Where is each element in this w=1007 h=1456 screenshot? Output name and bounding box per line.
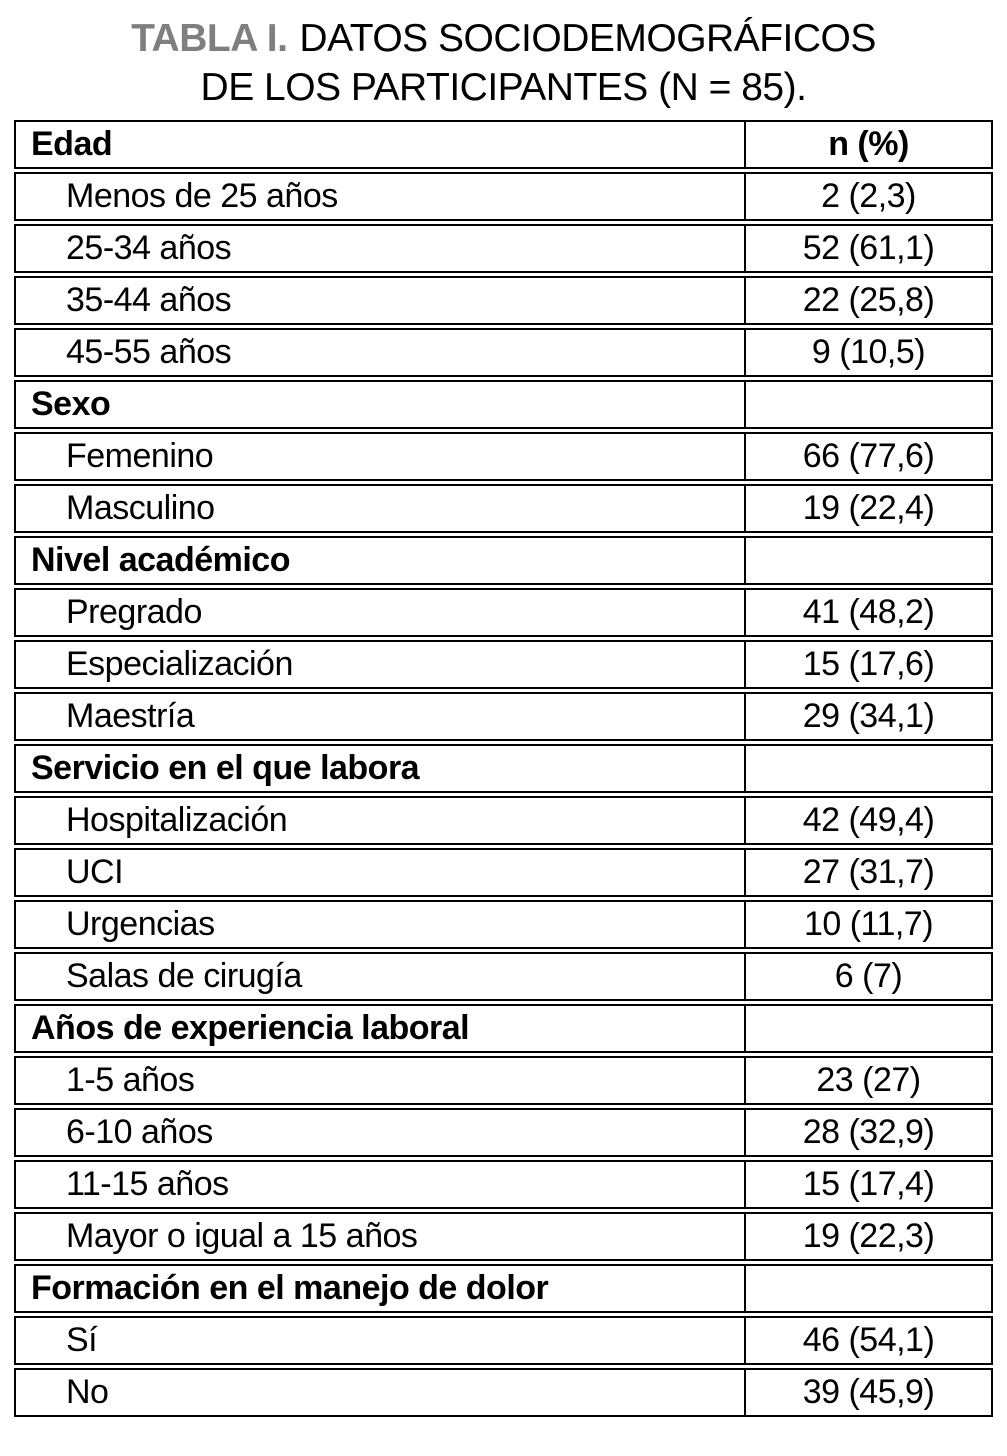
row-label-cell: [16, 1214, 744, 1259]
row-label-cell: [16, 590, 744, 635]
table-row-section: [14, 1004, 993, 1053]
caption-text-line-2: DE LOS PARTICIPANTES (N = 85).: [200, 66, 807, 109]
row-label-cell: [16, 330, 744, 375]
table-row-header: [14, 120, 993, 169]
row-value: 46 (54,1): [802, 1321, 935, 1359]
row-value-cell: [744, 954, 991, 999]
table-row-item: [14, 1368, 993, 1417]
row-item-label: 25-34 años: [66, 229, 232, 267]
row-value-cell: [744, 538, 991, 583]
table-caption: [0, 14, 1007, 112]
row-label-cell: [16, 1110, 744, 1155]
caption-text-line-1: DATOS SOCIODEMOGRÁFICOS: [299, 17, 876, 60]
row-value-cell: [744, 174, 991, 219]
table-row-item: [14, 692, 993, 741]
row-value-cell: [744, 746, 991, 791]
row-item-label: Masculino: [66, 489, 215, 527]
table-row-item: [14, 328, 993, 377]
row-label-cell: [16, 434, 744, 479]
row-label-cell: [16, 1162, 744, 1207]
row-label-cell: [16, 226, 744, 271]
row-value-cell: [744, 434, 991, 479]
row-value-cell: [744, 278, 991, 323]
row-value: 2 (2,3): [821, 177, 916, 215]
table-row-section: [14, 536, 993, 585]
row-value-cell: [744, 1214, 991, 1259]
table-row-item: [14, 1212, 993, 1261]
row-item-label: Hospitalización: [66, 801, 288, 839]
row-value-cell: [744, 1162, 991, 1207]
sociodemographic-table: [14, 120, 993, 1417]
row-label-cell: [16, 486, 744, 531]
row-item-label: Mayor o igual a 15 años: [66, 1217, 418, 1255]
row-value: 15 (17,6): [802, 645, 935, 683]
row-value-cell: [744, 902, 991, 947]
row-value: 19 (22,4): [802, 489, 935, 527]
row-value-cell: [744, 642, 991, 687]
table-row-item: [14, 432, 993, 481]
row-item-label: Femenino: [66, 437, 214, 475]
row-value-cell: [744, 590, 991, 635]
table-row-item: [14, 1056, 993, 1105]
table-row-item: [14, 172, 993, 221]
row-value: 66 (77,6): [802, 437, 935, 475]
row-label-cell: [16, 1266, 744, 1311]
row-value-cell: [744, 1110, 991, 1155]
row-value-cell: [744, 850, 991, 895]
table-row-item: [14, 848, 993, 897]
row-item-label: UCI: [66, 853, 124, 891]
row-value: 27 (31,7): [802, 853, 935, 891]
table-row-section: [14, 744, 993, 793]
row-value: 23 (27): [816, 1061, 921, 1099]
row-item-label: 35-44 años: [66, 281, 232, 319]
row-value-cell: [744, 1370, 991, 1415]
row-label-cell: [16, 382, 744, 427]
row-item-label: 45-55 años: [66, 333, 232, 371]
row-label-cell: [16, 798, 744, 843]
row-value: 22 (25,8): [802, 281, 935, 319]
table-row-item: [14, 640, 993, 689]
row-value: 42 (49,4): [802, 801, 935, 839]
row-value: 41 (48,2): [802, 593, 935, 631]
table-row-item: [14, 588, 993, 637]
row-value-cell: [744, 122, 991, 167]
row-item-label: No: [66, 1373, 109, 1411]
row-label-cell: [16, 278, 744, 323]
table-row-item: [14, 484, 993, 533]
row-value: 28 (32,9): [802, 1113, 935, 1151]
row-category-label: Servicio en el que labora: [31, 749, 420, 787]
row-value-cell: [744, 226, 991, 271]
row-value: 52 (61,1): [802, 229, 935, 267]
row-label-cell: [16, 642, 744, 687]
row-label-cell: [16, 1318, 744, 1363]
row-label-cell: [16, 174, 744, 219]
row-label-cell: [16, 850, 744, 895]
row-category-label: Sexo: [31, 385, 111, 423]
row-label-cell: [16, 694, 744, 739]
table-row-item: [14, 952, 993, 1001]
row-value: 15 (17,4): [802, 1165, 935, 1203]
row-label-cell: [16, 538, 744, 583]
row-value-cell: [744, 486, 991, 531]
table-row-item: [14, 900, 993, 949]
row-item-label: Sí: [66, 1321, 98, 1359]
row-category-label: Edad: [31, 125, 113, 163]
table-row-item: [14, 796, 993, 845]
row-label-cell: [16, 1006, 744, 1051]
row-label-cell: [16, 1370, 744, 1415]
caption-line-1: [0, 14, 1007, 63]
row-category-label: Años de experiencia laboral: [31, 1009, 470, 1047]
row-label-cell: [16, 902, 744, 947]
row-item-label: Salas de cirugía: [66, 957, 302, 995]
row-value: 6 (7): [834, 957, 903, 995]
table-row-item: [14, 276, 993, 325]
row-item-label: 11-15 años: [66, 1165, 229, 1203]
row-label-cell: [16, 746, 744, 791]
table-row-item: [14, 1160, 993, 1209]
row-item-label: Menos de 25 años: [66, 177, 338, 215]
row-category-label: Nivel académico: [31, 541, 290, 579]
row-value-cell: [744, 1058, 991, 1103]
row-value: 29 (34,1): [802, 697, 935, 735]
table-row-item: [14, 1108, 993, 1157]
table-row-item: [14, 224, 993, 273]
row-label-cell: [16, 122, 744, 167]
table-row-section: [14, 1264, 993, 1313]
row-value-cell: [744, 1006, 991, 1051]
row-label-cell: [16, 954, 744, 999]
row-value: 9 (10,5): [811, 333, 926, 371]
row-item-label: Urgencias: [66, 905, 215, 943]
row-category-label: Formación en el manejo de dolor: [31, 1269, 549, 1307]
row-value-cell: [744, 330, 991, 375]
row-item-label: Maestría: [66, 697, 195, 735]
row-item-label: 1-5 años: [66, 1061, 195, 1099]
table-number-label: TABLA I.: [131, 17, 288, 60]
row-value-cell: [744, 1266, 991, 1311]
row-value: 19 (22,3): [802, 1217, 935, 1255]
table-row-section: [14, 380, 993, 429]
row-value: n (%): [828, 125, 909, 163]
table-row-item: [14, 1316, 993, 1365]
row-value: 39 (45,9): [802, 1373, 935, 1411]
row-value-cell: [744, 694, 991, 739]
row-label-cell: [16, 1058, 744, 1103]
row-value-cell: [744, 798, 991, 843]
row-item-label: Especialización: [66, 645, 293, 683]
row-item-label: Pregrado: [66, 593, 202, 631]
row-item-label: 6-10 años: [66, 1113, 213, 1151]
row-value-cell: [744, 382, 991, 427]
row-value: 10 (11,7): [803, 905, 934, 943]
row-value-cell: [744, 1318, 991, 1363]
